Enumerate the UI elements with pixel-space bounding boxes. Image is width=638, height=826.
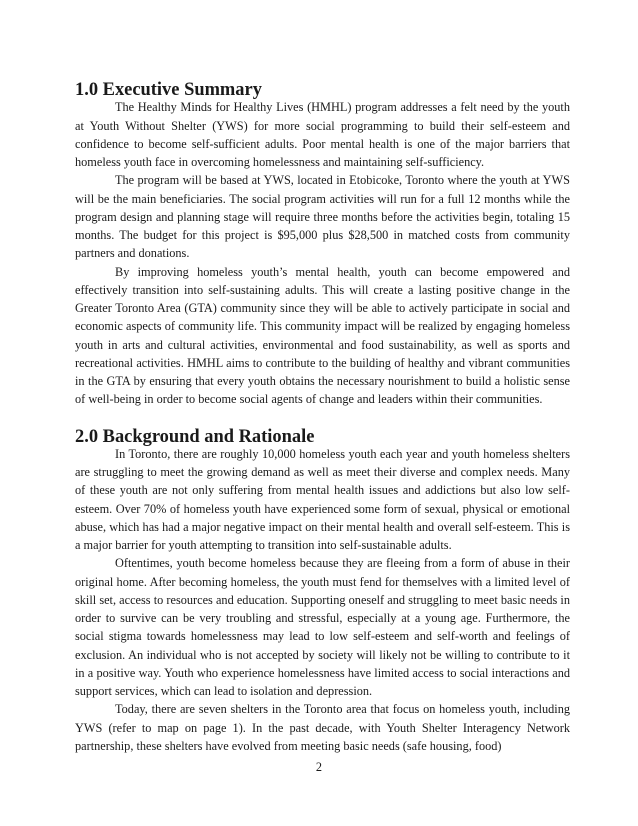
paragraph: The Healthy Minds for Healthy Lives (HMHL) program addresses a felt need by the youth at Youth Without Shelter (YWS) for more social programming to build their self-esteem and confidence to become self-sufficient adults. Poor mental health is one of the major barriers that homeless youth face in overcoming homelessness and maintaining self-sufficiency.: [75, 100, 570, 169]
paragraph: The program will be based at YWS, located in Etobicoke, Toronto where the youth at YWS will be the main beneficiaries. The social program activities will run for a full 12 months while the program design and planning stage will require three months before the activities begin, totaling 15 months. The budget for this project is $95,000 plus $28,500 in matched costs from community partners and donations.: [75, 173, 570, 261]
paragraph: By improving homeless youth’s mental health, youth can become empowered and effectively transition into self-sustaining adults. This will create a lasting positive change in the Greater Toronto Area (GTA) community since they will be able to actively participate in social and economic aspects of community life. This community impact will be realized by engaging homeless youth in arts and cultural activities, environmental and food sustainability, as well as sports and recreational activities. HMHL aims to contribute to the building of healthy and vibrant communities in the GTA by ensuring that every youth obtains the necessary nourishment to build a holistic sense of well-being in order to become social agents of change and leaders within their communities.: [75, 264, 570, 407]
paragraph: Oftentimes, youth become homeless because they are fleeing from a form of abuse in their original home. After becoming homeless, the youth must fend for themselves with a limited level of skill set, access to resources and education. Supporting oneself and struggling to meet basic needs in order to survive can be very troubling and stressful, especially at a young age. Furthermore, the social stigma towards homelessness may lead to low self-esteem and self-worth and feelings of exclusion. An individual who is not accepted by society will likely not be willing to contribute to it in a positive way. Youth who experience homelessness have limited access to social interactions and support services, which can lead to isolation and depression.: [75, 556, 570, 698]
section-spacer: [75, 409, 570, 427]
section-heading-executive-summary: 1.0 Executive Summary: [75, 79, 262, 99]
paragraph: In Toronto, there are roughly 10,000 homeless youth each year and youth homeless shelters are struggling to meet the growing demand as well as meet their diverse and complex needs. Many of these youth are not only suffering from mental health issues and addictions but also low self-esteem. Over 70% of homeless youth have experienced some form of sexual, physical or emotional abuse, which has had a major negative impact on their mental health and overall self-esteem. This is a major barrier for youth attempting to transition into self-sustainable adults.: [75, 446, 570, 552]
paragraph: Today, there are seven shelters in the Toronto area that focus on homeless youth, including YWS (refer to map on page 1). In the past decade, with Youth Shelter Interagency Network partnership, these shelters have evolved from meeting basic needs (safe housing, food): [75, 702, 570, 753]
page-number: 2: [315, 760, 323, 774]
document-body: [75, 80, 570, 755]
section-heading-background: 2.0 Background and Rationale: [75, 425, 315, 446]
